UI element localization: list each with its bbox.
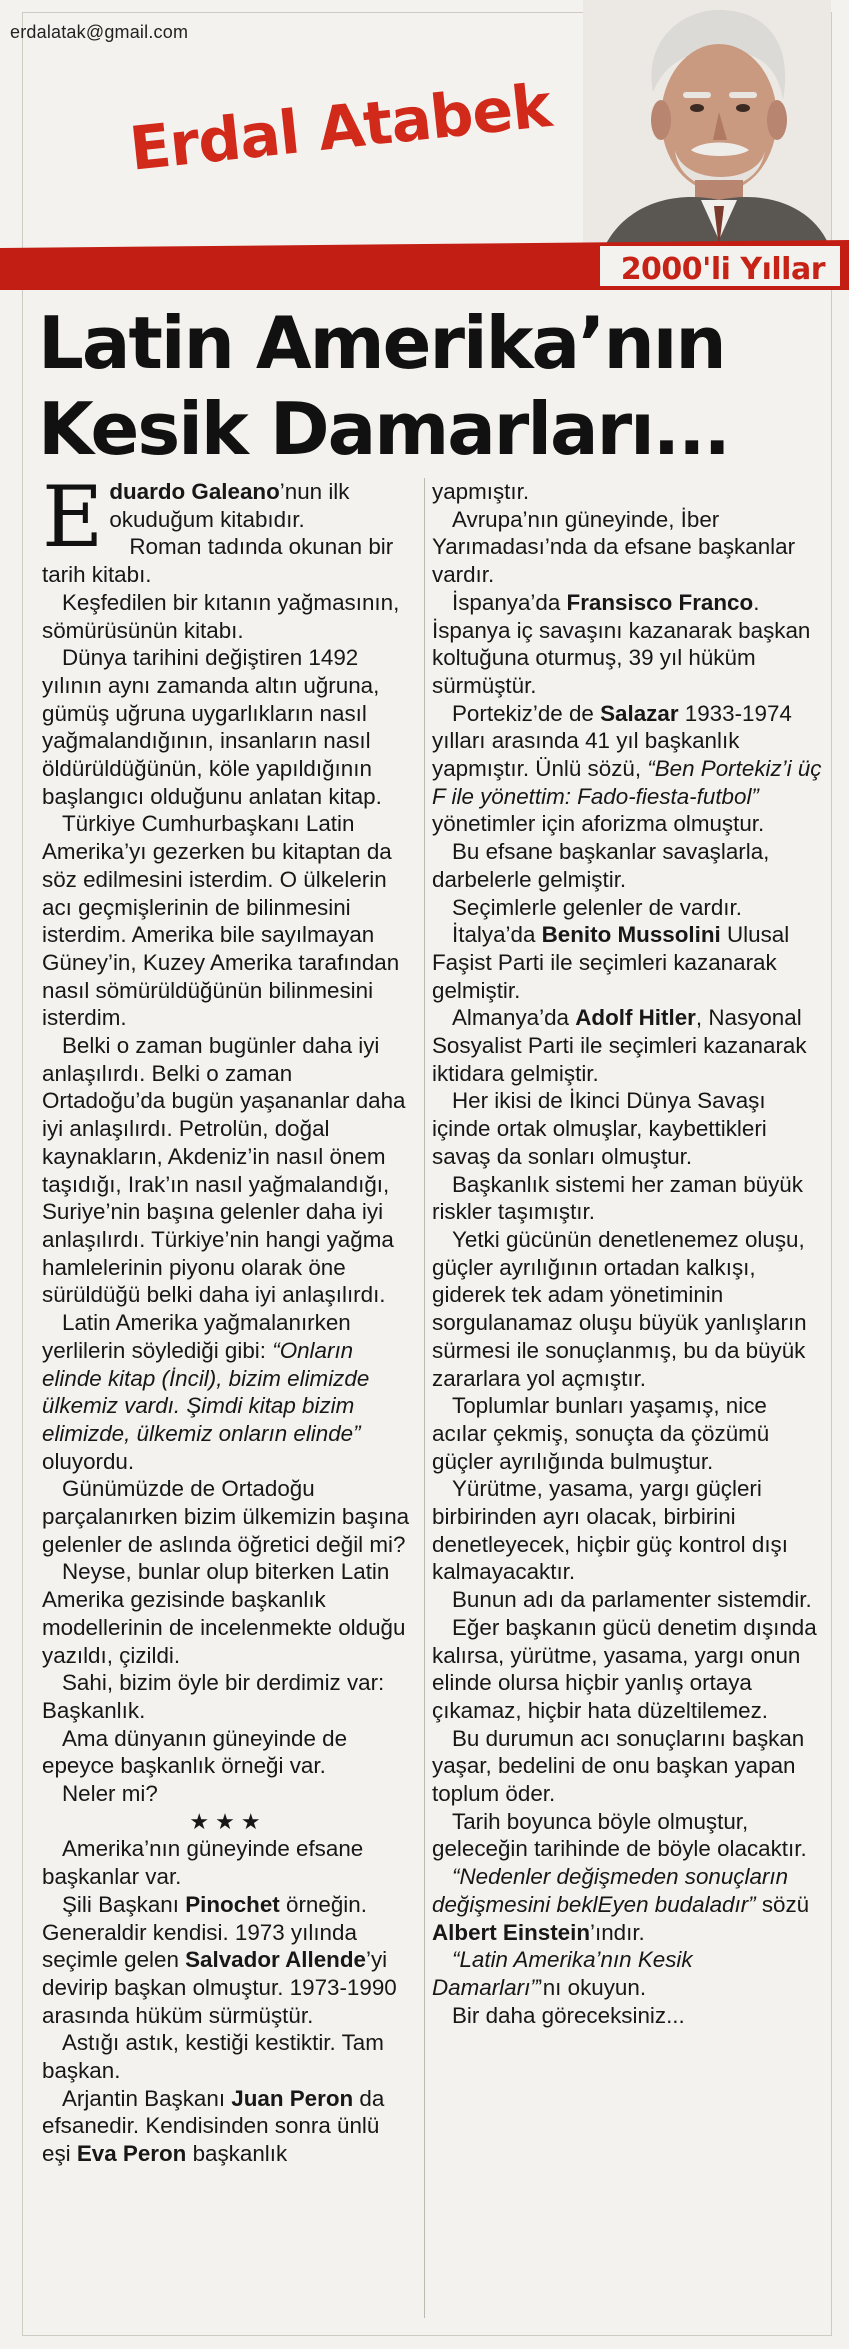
paragraph: Astığı astık, kestiği kestiktir. Tam başkan. [42, 2030, 384, 2084]
paragraph: Şili Başkanı Pinochet örneğin. Generaldir kendisi. 1973 yılında seçimle gelen Salvador Allende’yi devirip başkan olmuştur. 1973-1990 arasında hüküm sürmüştür. [42, 1891, 397, 2028]
left-column [42, 468, 414, 2168]
author-name: Erdal Atabek [126, 71, 554, 185]
paragraph: yapmıştır. [432, 479, 530, 504]
paragraph: Roman tadında okunan bir tarih kitabı. [42, 534, 394, 588]
column-divider [424, 478, 425, 2318]
paragraph: İspanya’da Fransisco Franco. İspanya iç savaşını kazanarak başkan koltuğuna oturmuş, 39 yıl hüküm sürmüştür. [432, 589, 811, 698]
paragraph: Sahi, bizim öyle bir derdimiz var: Başkanlık. [42, 1670, 385, 1723]
paragraph: İtalya’da Benito Mussolini Ulusal Faşist Parti ile seçimleri kazanarak gelmiştir. [432, 922, 790, 1003]
author-email: erdalatak@gmail.com [10, 22, 189, 42]
paragraph: Bir daha göreceksiniz... [452, 2002, 685, 2028]
article-title [38, 300, 818, 472]
paragraph: Yetki gücünün denetlenemez oluşu, güçler ayrılığının ortadan kalkışı, giderek tek adam yönetiminin sorgulanamaz oluşu büyük yanlışların sürmesi ile sonuçlanmış, bu da büyük zararlara yol açmıştır. [432, 1226, 807, 1391]
paragraph: Bu efsane başkanlar savaşlarla, darbelerle gelmiştir. [432, 839, 770, 892]
paragraph: Seçimlerle gelenler de vardır. [452, 894, 742, 920]
paragraph: Başkanlık sistemi her zaman büyük riskler taşımıştır. [432, 1171, 803, 1225]
paragraph: Neyse, bunlar olup biterken Latin Amerika gezisinde başkanlık modellerinin de incelenmekte olduğu yazıldı, çizildi. [42, 1559, 406, 1668]
paragraph: Her ikisi de İkinci Dünya Savaşı içinde ortak olmuşlar, kaybettikleri savaş da sonları olmuştur. [432, 1088, 767, 1169]
paragraph: Türkiye Cumhurbaşkanı Latin Amerika’yı gezerken bu kitaptan da söz edilmesini isterdim. O ülkelerin acı geçmişlerinin de bilinmesini isterdim. Amerika bile sayılmayan Güney’in, Kuzey Amerika tarafından nasıl sömürüldüğünün bilinmesini isterdim. [42, 811, 400, 1031]
paragraph: Neler mi? [62, 1781, 158, 1807]
paragraph: Eğer başkanın gücü denetim dışında kalırsa, yürütme, yasama, yargı onun elinde olursa hiçbir yanlış ortaya çıkamaz, hiçbir hata düzeltilemez. [432, 1614, 817, 1723]
paragraph: Almanya’da Adolf Hitler, Nasyonal Sosyalist Parti ile seçimleri kazanarak iktidara gelmiştir. [432, 1005, 807, 1086]
paragraph: Eduardo Galeano’nun ilk okuduğum kitabıdır. [42, 468, 350, 566]
paragraph: Tarih boyunca böyle olmuştur, geleceğin tarihinde de böyle olacaktır. [432, 1808, 807, 1862]
paragraph: Portekiz’de de Salazar 1933-1974 yılları arasında 41 yıl başkanlık yapmıştır. Ünlü sözü, “Ben Portekiz’i üç F ile yönettim: Fado-fiesta-futbol” yönetimler için aforizma olmuştur. [432, 700, 822, 837]
paragraph: Yürütme, yasama, yargı güçleri birbirinden ayrı olacak, birbirini denetleyecek, hiçbir güç kontrol dışı kalmayacaktır. [432, 1476, 788, 1585]
section-separator-stars: ★★★ [189, 1808, 267, 1834]
paragraph: Toplumlar bunları yaşamış, nice acılar çekmiş, sonuçta da çözümü güçler ayrılığında bulmuştur. [432, 1393, 770, 1474]
article-title-line-1: Latin Amerika’nın [38, 301, 725, 385]
series-title: 2000'li Yıllar [620, 252, 825, 287]
paragraph: “Latin Amerika’nın Kesik Damarları”’nı okuyun. [432, 1947, 693, 2000]
paragraph: Avrupa’nın güneyinde, İber Yarımadası’nda da efsane başkanlar vardır. [432, 506, 796, 588]
paragraph: Latin Amerika yağmalanırken yerlilerin söylediği gibi: “Onların elinde kitap (İncil), bizim elimizde ülkemiz vardı. Şimdi kitap bizim elimizde, ülkemiz onların elinde” oluyordu. [42, 1310, 370, 1474]
paragraph: “Nedenler değişmeden sonuçların değişmesini beklEyen budaladır” sözü Albert Einstein’ındır. [432, 1864, 810, 1945]
paragraph: Bu durumun acı sonuçlarını başkan yaşar, bedelini de onu başkan yapan toplum öder. [432, 1725, 805, 1807]
paragraph: Ama dünyanın güneyinde de epeyce başkanlık örneği var. [42, 1725, 348, 1779]
paragraph: Günümüzde de Ortadoğu parçalanırken bizim ülkemizin başına gelenler de aslında öğretici değil mi? [42, 1476, 410, 1557]
paragraph: Bunun adı da parlamenter sistemdir. [452, 1587, 812, 1613]
paragraph: Amerika’nın güneyinde efsane başkanlar var. [42, 1836, 364, 1890]
paragraph: Arjantin Başkanı Juan Peron da efsanedir. Kendisinden sonra ünlü eşi Eva Peron başkanlık [42, 2085, 385, 2167]
article-title-line-2: Kesik Damarları... [38, 387, 729, 471]
author-photo [583, 0, 831, 250]
right-column [432, 478, 822, 2029]
drop-cap: E [42, 468, 104, 566]
paragraph: Belki o zaman bugünler daha iyi anlaşılırdı. Belki o zaman Ortadoğu’da bugün yaşananlar daha iyi anlaşılırdı. Petrolün, doğal kaynakların, Akdeniz’in nasıl önem taşıdığı, Irak’ın nasıl yağmalandığı, Suriye’nin başına gelenler daha iyi anlaşılırdı. Türkiye’nin hangi yağma hamlelerinin piyonu olarak öne sürüldüğü belki daha iyi anlaşılırdı. [42, 1033, 406, 1308]
paragraph: Keşfedilen bir kıtanın yağmasının, sömürüsünün kitabı. [42, 589, 400, 643]
paragraph: Dünya tarihini değiştiren 1492 yılının aynı zamanda altın uğruna, gümüş uğruna uygarlıkların nasıl yağmalandığının, insanların nasıl öldürüldüğünün, köle yapıldığının başlangıcı olduğunu anlatan kitap. [42, 645, 382, 809]
